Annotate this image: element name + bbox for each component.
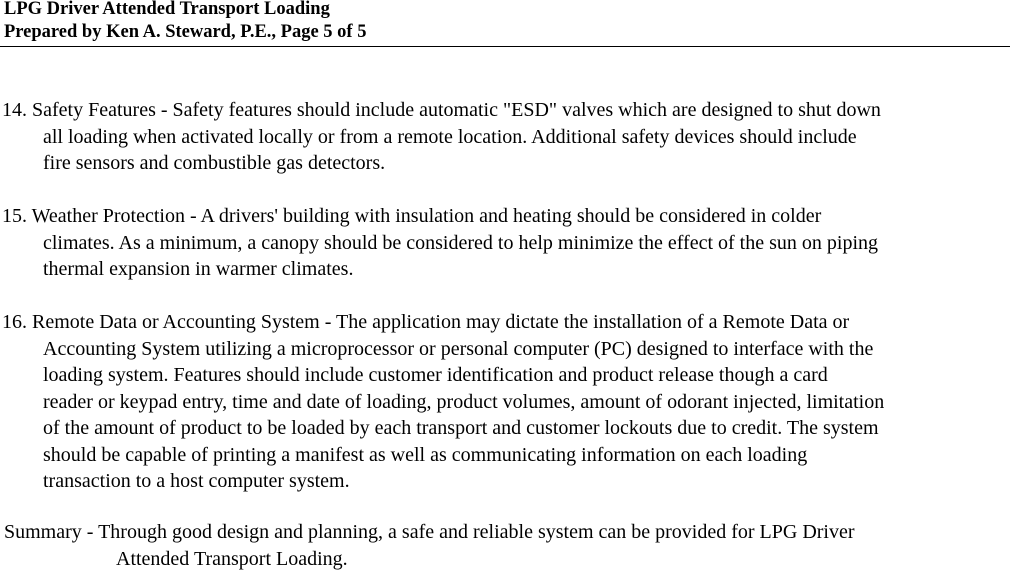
paragraph-line: 16. Remote Data or Accounting System - The application may dictate the installation of a Remote Data or	[2, 309, 884, 336]
paragraph-line: 14. Safety Features - Safety features should include automatic "ESD" valves which are designed to shut down	[2, 97, 881, 124]
paragraph-line: fire sensors and combustible gas detectors.	[2, 150, 881, 177]
section-weather-protection	[2, 203, 878, 283]
section-summary	[4, 519, 855, 572]
page-header	[0, 0, 1010, 47]
paragraph-line: thermal expansion in warmer climates.	[2, 256, 878, 283]
paragraph-line: should be capable of printing a manifest as well as communicating information on each loading	[2, 442, 884, 469]
paragraph-line: of the amount of product to be loaded by each transport and customer lockouts due to credit. The system	[2, 415, 884, 442]
paragraph-line: transaction to a host computer system.	[2, 468, 884, 495]
section-remote-data-accounting	[2, 309, 884, 495]
paragraph-line: all loading when activated locally or from a remote location. Additional safety devices should include	[2, 124, 881, 151]
section-safety-features	[2, 97, 881, 177]
paragraph-line: Attended Transport Loading.	[4, 546, 855, 572]
paragraph-line: Accounting System utilizing a microprocessor or personal computer (PC) designed to interface with the	[2, 336, 884, 363]
paragraph-line: climates. As a minimum, a canopy should be considered to help minimize the effect of the sun on piping	[2, 230, 878, 257]
paragraph-line: reader or keypad entry, time and date of loading, product volumes, amount of odorant injected, limitation	[2, 389, 884, 416]
paragraph-line: 15. Weather Protection - A drivers' building with insulation and heating should be considered in colder	[2, 203, 878, 230]
paragraph-line: Summary - Through good design and planning, a safe and reliable system can be provided for LPG Driver	[4, 519, 855, 546]
paragraph-line: loading system. Features should include customer identification and product release though a card	[2, 362, 884, 389]
document-title: LPG Driver Attended Transport Loading	[4, 0, 330, 20]
document-subtitle: Prepared by Ken A. Steward, P.E., Page 5 of 5	[4, 21, 366, 43]
